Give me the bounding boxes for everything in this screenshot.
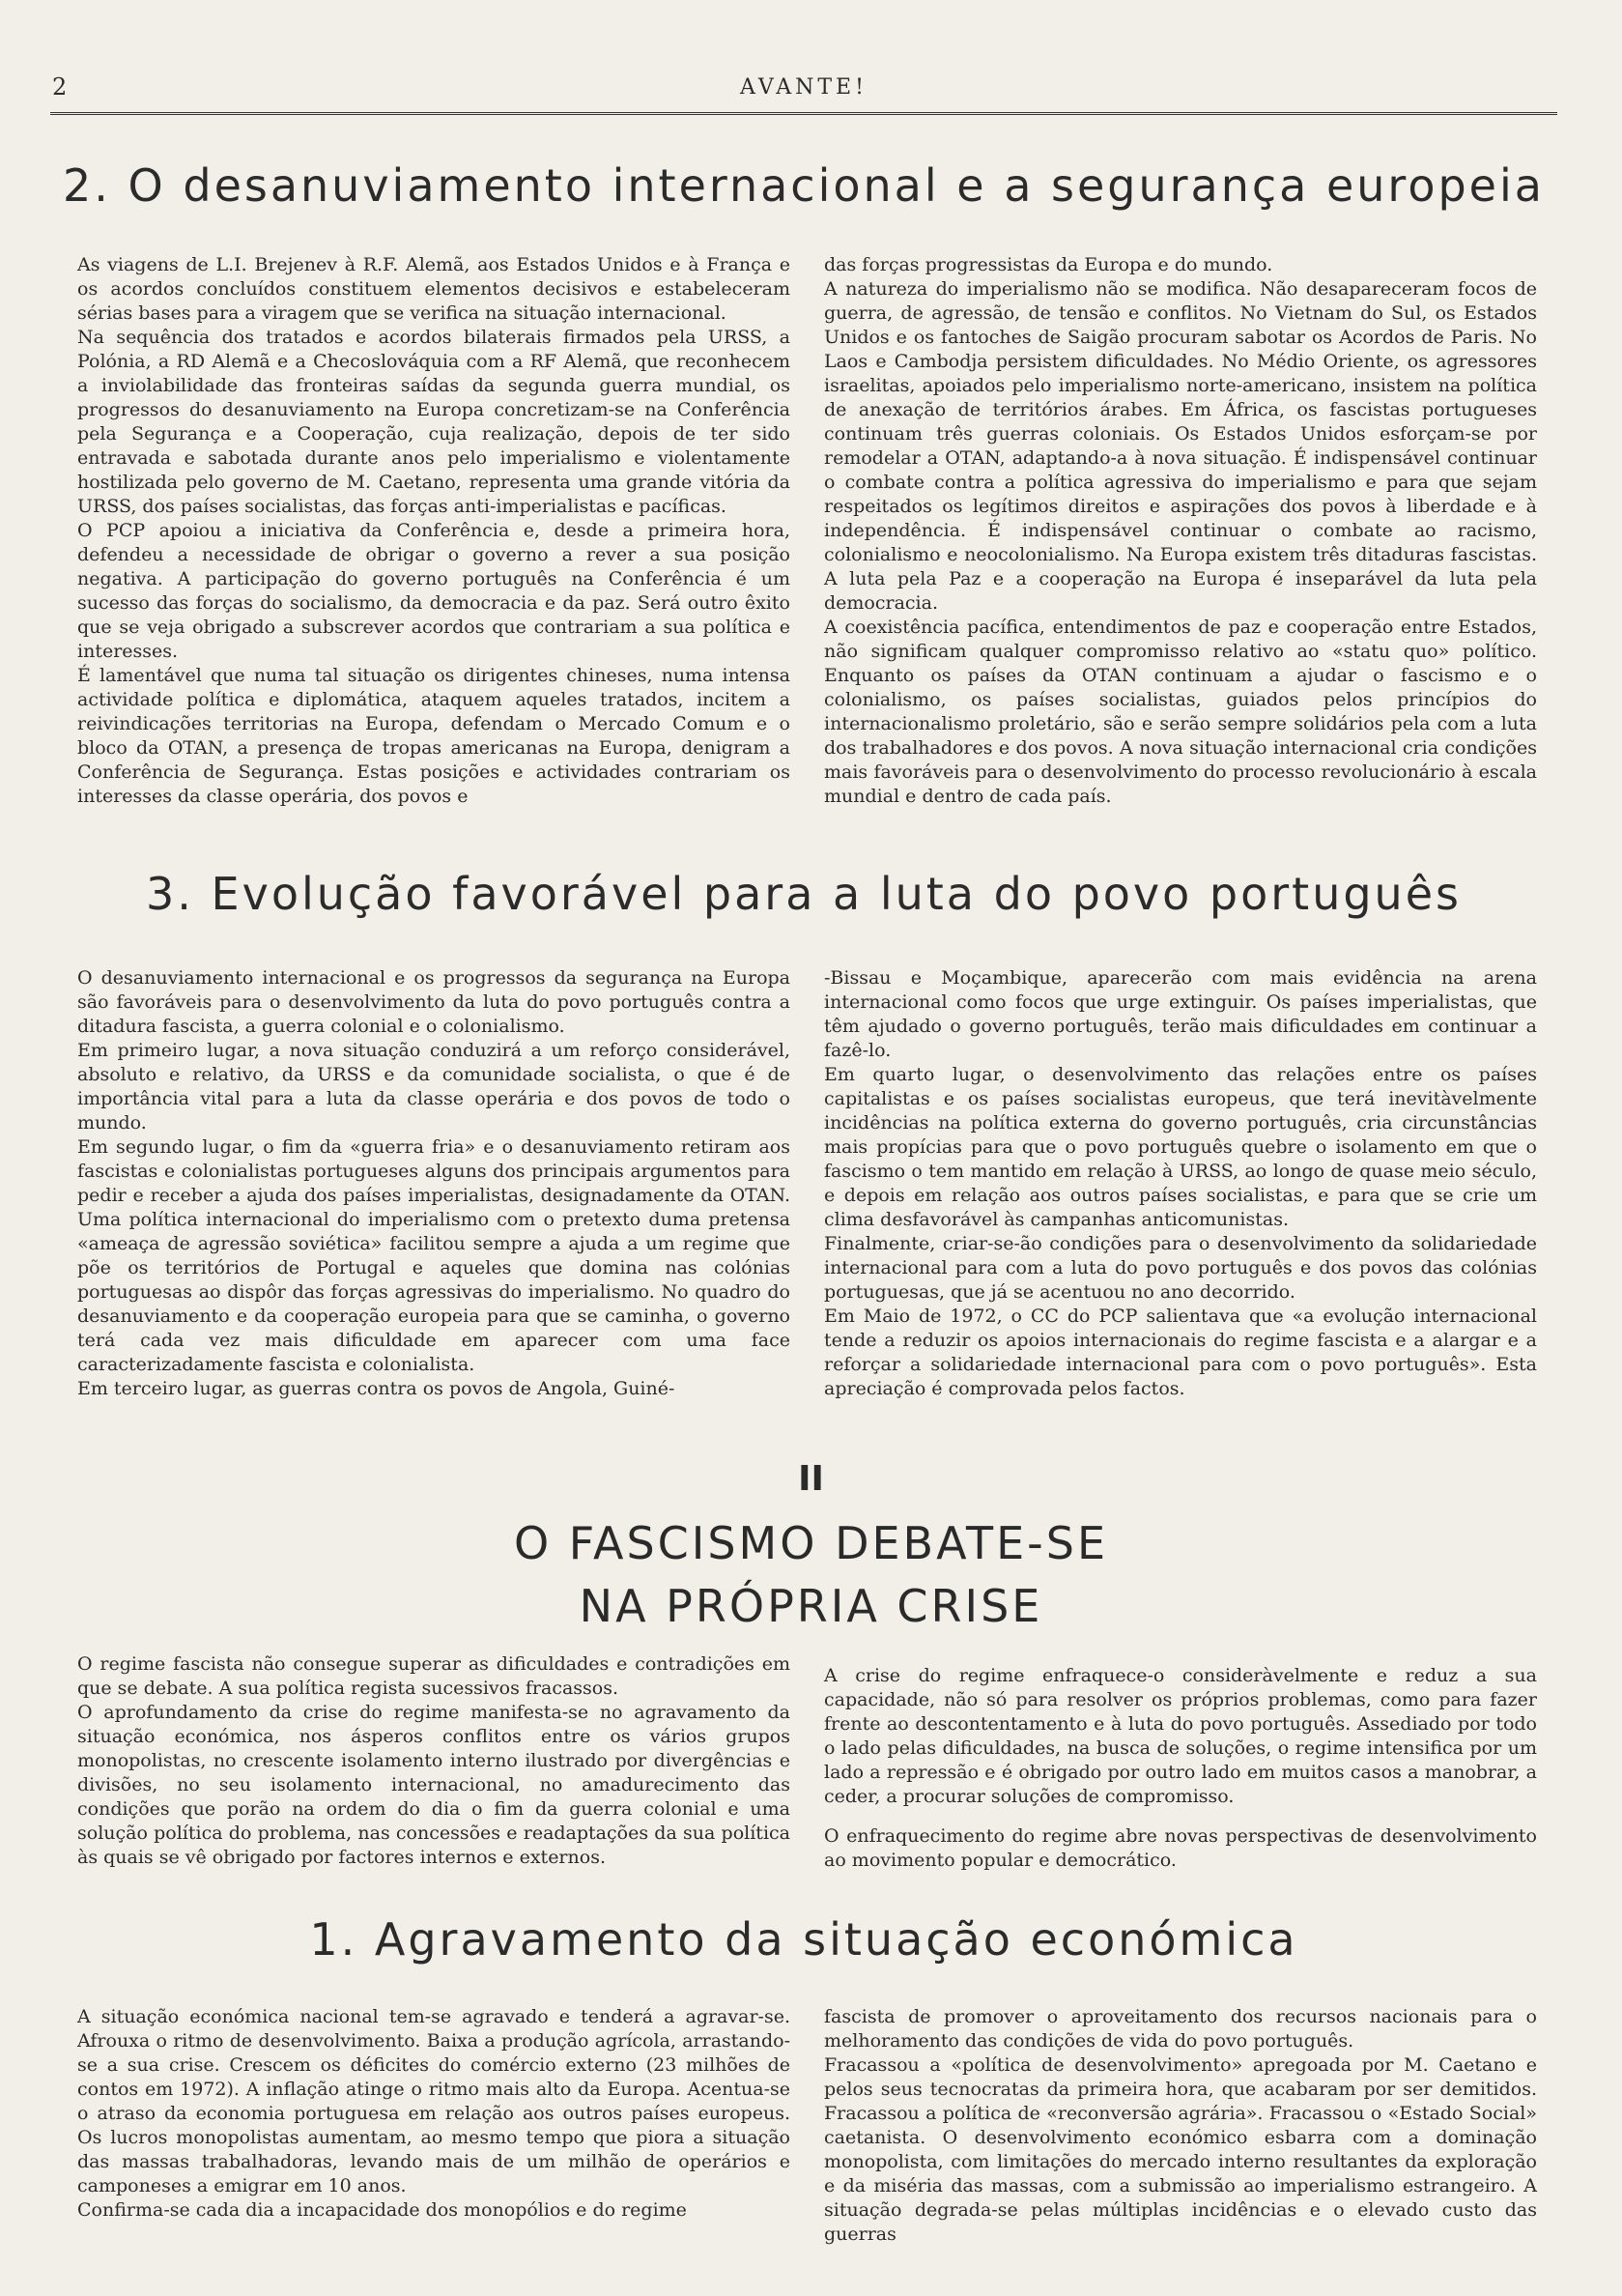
paragraph: É lamentável que numa tal situação os dirigentes chineses, numa intensa actividade política e diplomática, ataquem aqueles tratados, incitem a reivindicações territorias na Europa, defendam o Mercado Comum e o bloco da OTAN, a presença de tropas americanas na Europa, denigram a Conferência de Segurança. Estas posições e actividades contrariam os interesses da classe operária, dos povos e: [77, 665, 790, 807]
paragraph: Em segundo lugar, o fim da «guerra fria» e o desanuviamento retiram aos fascistas e colonialistas portugueses alguns dos principais argumentos para pedir e receber a ajuda dos países imperialistas, designadamente da OTAN. Uma política internacional do imperialismo com o pretexto duma pretensa «ameaça de agressão soviética» facilitou sempre a ajuda a um regime que põe os territórios de Portugal e aqueles que domina nas colónias portuguesas ao dispôr das forças agressivas do imperialismo. No quadro do desanuviamento e da cooperação europeia para que se caminha, o governo terá cada vez mais dificuldade em aparecer com uma face caracterizadamente fascista e colonialista.: [77, 1136, 790, 1375]
part-roman-numeral: II: [798, 1459, 824, 1499]
section-1-left-column: [77, 2005, 790, 2223]
paragraph: Em primeiro lugar, a nova situação conduzirá a um reforço considerável, absoluto e relativo, da URSS e da comunidade socialista, o que é de importância vital para a luta da classe operária e dos povos de todo o mundo.: [77, 1040, 790, 1134]
paragraph: O desanuviamento internacional e os progressos da segurança na Europa são favoráveis para o desenvolvimento da luta do povo português contra a ditadura fascista, a guerra colonial e o colonialismo.: [77, 967, 790, 1037]
paragraph: das forças progressistas da Europa e do mundo.: [824, 254, 1273, 275]
newspaper-name: AVANTE!: [740, 75, 868, 100]
part-title-line-2: NA PRÓPRIA CRISE: [579, 1580, 1043, 1632]
part-title-line-1: O FASCISMO DEBATE-SE: [513, 1517, 1109, 1569]
section-1-title: 1. Agravamento da situação económica: [309, 1913, 1298, 1966]
paragraph: O regime fascista não consegue superar as dificuldades e contradições em que se debate. A sua política regista sucessivos fracassos.: [77, 1653, 790, 1699]
paragraph: A situação económica nacional tem-se agravado e tenderá a agravar-se. Afrouxa o ritmo de desenvolvimento. Baixa a produção agrícola, arrastando-se a sua crise. Crescem os déficites do comércio externo (23 milhões de contos em 1972). A inflação atinge o ritmo mais alto da Europa. Acentua-se o atraso da economia portuguesa em relação aos outros países europeus. Os lucros monopolistas aumentam, ao mesmo tempo que piora a situação das massas trabalhadoras, levando mais de um milhão de operários e camponeses a emigrar em 10 anos.: [77, 2006, 790, 2196]
paragraph: O PCP apoiou a iniciativa da Conferência e, desde a primeira hora, defendeu a necessidade de obrigar o governo a rever a sua posição negativa. A participação do governo português na Conferência é um sucesso das forças do socialismo, da democracia e da paz. Será outro êxito que se veja obrigado a subscrever acordos que contrariam a sua política e interesses.: [77, 520, 790, 662]
section-2-title: 2. O desanuviamento internacional e a segurança europeia: [63, 159, 1545, 212]
paragraph: A natureza do imperialismo não se modifica. Não desapareceram focos de guerra, de agressão, de tensão e conflitos. No Vietnam do Sul, os Estados Unidos e os fantoches de Saigão procuram sabotar os Acordos de Paris. No Laos e Cambodja persistem dificuldades. No Médio Oriente, os agressores israelitas, apoiados pelo imperialismo norte-americano, insistem na política de anexação de territórios árabes. Em África, os fascistas portugueses continuam três guerras coloniais. Os Estados Unidos esforçam-se por remodelar a OTAN, adaptando-a à nova situação. É indispensável continuar o combate contra a política agressiva do imperialismo e para que sejam respeitados os legítimos direitos e aspirações dos povos à liberdade e à independência. É indispensável continuar o combate ao racismo, colonialismo e neocolonialismo. Na Europa existem três ditaduras fascistas. A luta pela Paz e a cooperação na Europa é inseparável da luta pela democracia.: [824, 278, 1537, 614]
paragraph: A coexistência pacífica, entendimentos de paz e cooperação entre Estados, não significam qualquer compromisso relativo ao «statu quo» político. Enquanto os países da OTAN continuam a ajudar o fascismo e o colonialismo, os países socialistas, guiados pelos princípios do internacionalismo proletário, são e serão sempre solidários pela com a luta dos trabalhadores e dos povos. A nova situação internacional cria condições mais favoráveis para o desenvolvimento do processo revolucionário à escala mundial e dentro de cada país.: [824, 617, 1537, 807]
paragraph: O aprofundamento da crise do regime manifesta-se no agravamento da situação económica, nos ásperos conflitos entre os vários grupos monopolistas, no crescente isolamento interno ilustrado por divergências e divisões, no seu isolamento internacional, no amadurecimento das condições que porão na ordem do dia o fim da guerra colonial e uma solução política do problema, nas concessões e readaptações da sua política às quais se vê obrigado por factores internos e externos.: [77, 1702, 790, 1868]
paragraph: fascista de promover o aproveitamento dos recursos nacionais para o melhoramento das condições de vida do povo português.: [824, 2006, 1537, 2052]
section-3-title: 3. Evolução favorável para a luta do povo português: [146, 868, 1462, 920]
paragraph: -Bissau e Moçambique, aparecerão com mais evidência na arena internacional como focos que urge extinguir. Os países imperialistas, que têm ajudado o governo português, terão mais dificuldades em continuar a fazê-lo.: [824, 967, 1537, 1061]
page-number: 2: [52, 73, 68, 100]
paragraph: Em Maio de 1972, o CC do PCP salientava que «a evolução internacional tende a reduzir os apoios internacionais do regime fascista e a alargar e a reforçar a solidariedade internacional para com o povo português». Esta apreciação é comprovada pelos factos.: [824, 1306, 1537, 1399]
part-2-left-column: [77, 1652, 790, 1870]
section-3-left-column: [77, 966, 790, 1401]
paragraph: As viagens de L.I. Brejenev à R.F. Alemã, aos Estados Unidos e à França e os acordos concluídos constituem elementos decisivos e estabeleceram sérias bases para a viragem que se verifica na situação internacional.: [77, 254, 790, 324]
paragraph: Fracassou a «política de desenvolvimento» apregoada por M. Caetano e pelos seus tecnocratas da primeira hora, que acabaram por ser demitidos. Fracassou a política de «reconversão agrária». Fracassou o «Estado Social» caetanista. O desenvolvimento económico esbarra com a dominação monopolista, com limitações do mercado interno resultantes da exploração e da miséria das massas, com a submissão ao imperialismo estrangeiro. A situação degrada-se pelas múltiplas incidências e o elevado custo das guerras: [824, 2054, 1537, 2245]
paragraph: A crise do regime enfraquece-o consideràvelmente e reduz a sua capacidade, não só para resolver os próprios problemas, como para fazer frente ao descontentamento e à luta do povo português. Assediado por todo o lado pelas dificuldades, na busca de soluções, o regime intensifica por um lado a repressão e é obrigado por outro lado em muitos casos a manobrar, a ceder, a procurar soluções de compromisso.: [824, 1665, 1537, 1807]
paragraph: Finalmente, criar-se-ão condições para o desenvolvimento da solidariedade internacional para com a luta do povo português e dos povos das colónias portuguesas, que já se acentuou no ano decorrido.: [824, 1233, 1537, 1303]
section-2-right-column: [824, 253, 1537, 809]
paragraph: Na sequência dos tratados e acordos bilaterais firmados pela URSS, a Polónia, a RD Alemã e a Checoslováquia com a RF Alemã, que reconhecem a inviolabilidade das fronteiras saídas da segunda guerra mundial, os progressos do desanuviamento na Europa concretizam-se na Conferência pela Segurança e a Cooperação, cuja realização, depois de ter sido entravada e sabotada durante anos pelo imperialismo e violentamente hostilizada pelo governo de M. Caetano, representa uma grande vitória da URSS, dos países socialistas, das forças anti-imperialistas e pacíficas.: [77, 327, 790, 517]
paragraph: Confirma-se cada dia a incapacidade dos monopólios e do regime: [77, 2199, 687, 2221]
section-2-left-column: [77, 253, 790, 809]
paragraph: Em quarto lugar, o desenvolvimento das relações entre os países capitalistas e os países socialistas europeus, que terá inevitàvelmente incidências na política externa do governo português, cria circunstâncias mais propícias para que o povo português quebre o isolamento em que o fascismo o tem mantido em relação à URSS, ao longo de quase meio século, e depois em relação aos outros países socialistas, e para que se crie um clima desfavorável às campanhas anticomunistas.: [824, 1064, 1537, 1230]
paragraph: O enfraquecimento do regime abre novas perspectivas de desenvolvimento ao movimento popular e democrático.: [824, 1825, 1537, 1871]
section-1-right-column: [824, 2005, 1537, 2247]
part-2-right-column: [824, 1664, 1537, 1873]
page-header: [50, 73, 1557, 115]
paragraph: Em terceiro lugar, as guerras contra os povos de Angola, Guiné-: [77, 1378, 675, 1399]
section-3-right-column: [824, 966, 1537, 1401]
